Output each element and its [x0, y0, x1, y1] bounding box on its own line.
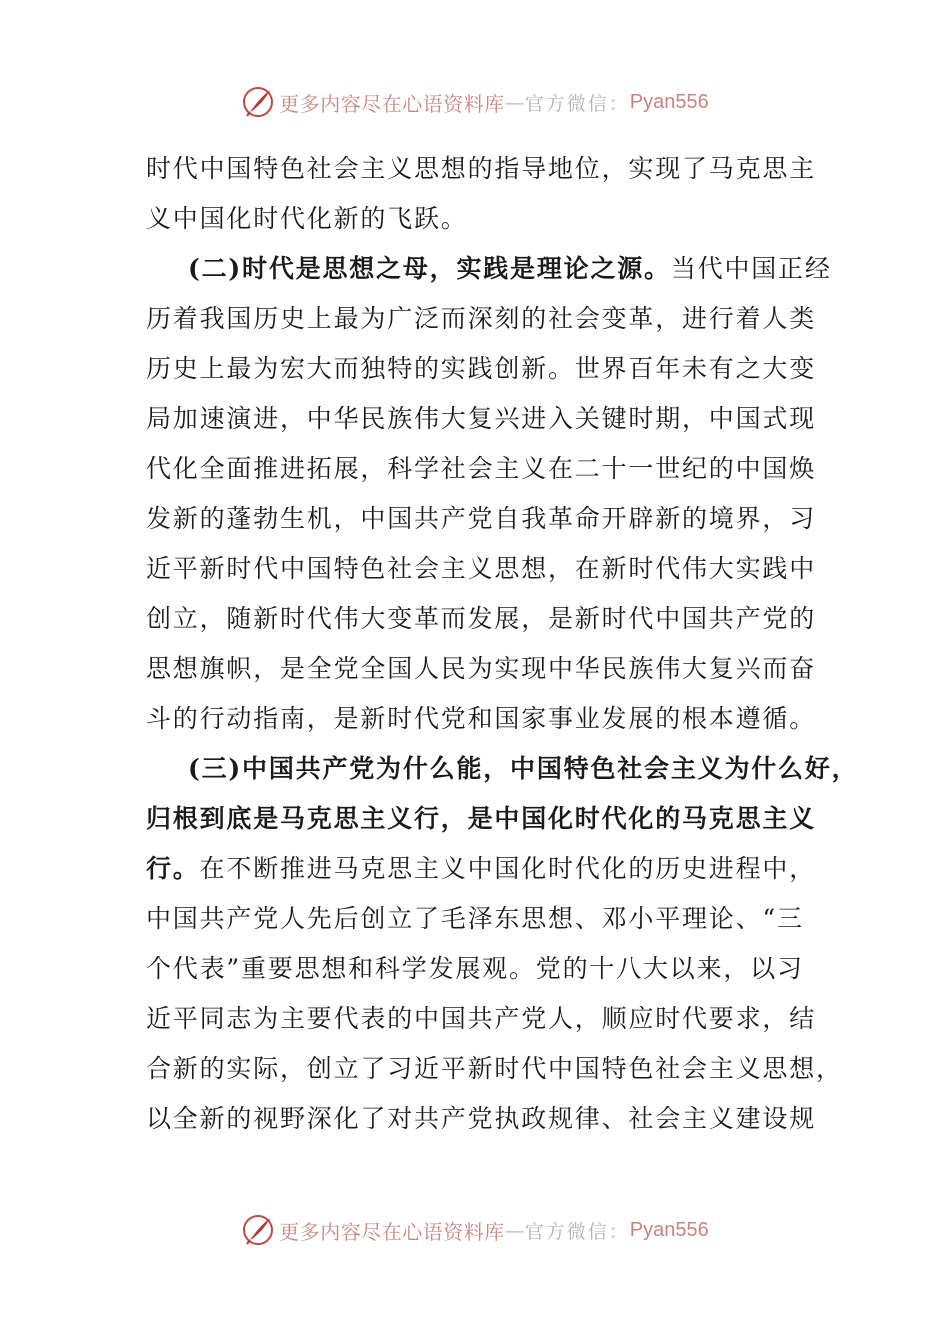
- watermark-site-text: 更多内容尽在心语资料库: [279, 1219, 505, 1244]
- text-line: 个代表”重要思想和科学发展观。党的十八大以来，以习: [146, 954, 804, 983]
- header-watermark-banner: [0, 82, 950, 122]
- watermark-wechat-label: 官方微信：: [524, 92, 630, 115]
- section-heading: 归根到底是马克思主义行，是中国化时代化的马克思主义: [146, 804, 817, 833]
- section-heading: 行。: [146, 854, 200, 883]
- text-line: 创立，随新时代伟大变革而发展，是新时代中国共产党的: [146, 604, 817, 633]
- footer-watermark-banner: [0, 1210, 950, 1250]
- section-heading: (二)时代是思想之母，实践是理论之源。: [188, 254, 671, 283]
- watermark-site-text: 更多内容尽在心语资料库: [279, 91, 505, 116]
- section-heading-line: [146, 744, 859, 794]
- text-line: 历着我国历史上最为广泛而深刻的社会变革，进行着人类: [146, 304, 817, 333]
- section-heading-line: [146, 794, 826, 844]
- watermark-separator: —: [504, 1218, 525, 1242]
- text-line: 思想旗帜，是全党全国人民为实现中华民族伟大复兴而奋: [146, 654, 817, 683]
- text-line: 代化全面推进拓展，科学社会主义在二十一世纪的中国焕: [146, 454, 817, 483]
- watermark-separator: —: [504, 90, 525, 114]
- text-line: 近平新时代中国特色社会主义思想，在新时代伟大实践中: [146, 554, 817, 583]
- text-line: 近平同志为主要代表的中国共产党人，顺应时代要求，结: [146, 1004, 817, 1033]
- text-line: 行。在不断推进马克思主义中国化时代化的历史进程中，: [146, 854, 817, 883]
- text-line: 中国共产党人先后创立了毛泽东思想、邓小平理论、“三: [146, 904, 804, 933]
- watermark-wechat-id: Pyan556: [629, 90, 709, 113]
- document-body: [146, 144, 859, 1144]
- quill-pen-icon: [241, 85, 275, 119]
- text-line: 合新的实际，创立了习近平新时代中国特色社会主义思想，: [146, 1054, 843, 1083]
- text-line: 时代中国特色社会主义思想的指导地位，实现了马克思主: [146, 154, 817, 183]
- text-line: 斗的行动指南，是新时代党和国家事业发展的根本遵循。: [146, 704, 817, 733]
- section-heading: (三)中国共产党为什么能，中国特色社会主义为什么好，: [188, 754, 859, 783]
- text-line: 发新的蓬勃生机，中国共产党自我革命开辟新的境界，习: [146, 504, 817, 533]
- text-line: 以全新的视野深化了对共产党执政规律、社会主义建设规: [146, 1104, 817, 1133]
- watermark-wechat-label: 官方微信：: [524, 1220, 630, 1243]
- text-line: 历史上最为宏大而独特的实践创新。世界百年未有之大变: [146, 354, 817, 383]
- text-line: 局加速演进，中华民族伟大复兴进入关键时期，中国式现: [146, 404, 817, 433]
- section-heading-line: (二)时代是思想之母，实践是理论之源。当代中国正经: [188, 254, 832, 283]
- quill-pen-icon: [241, 1213, 275, 1247]
- text-line: 义中国化时代化新的飞跃。: [146, 204, 468, 233]
- watermark-wechat-id: Pyan556: [629, 1218, 709, 1241]
